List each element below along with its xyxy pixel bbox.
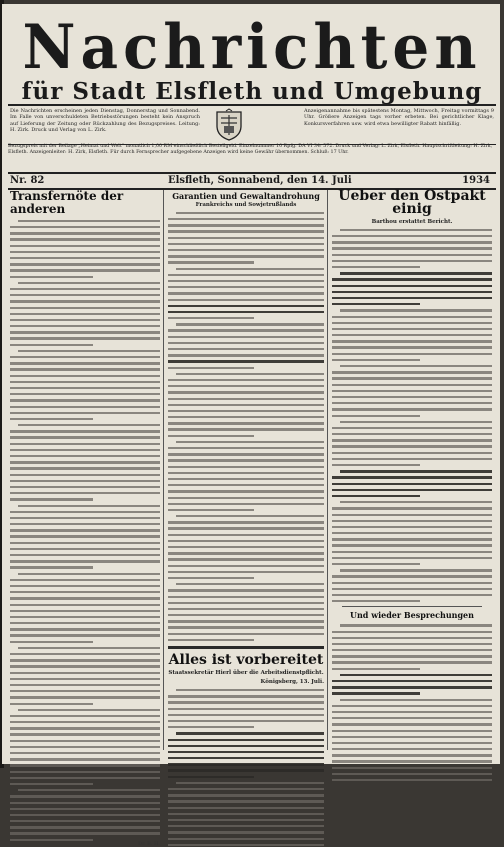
- newspaper-page: [2, 4, 500, 847]
- coat-of-arms-icon: [214, 109, 244, 141]
- article-column-3: [332, 190, 492, 750]
- article-body: [168, 212, 324, 641]
- article-subhead: Frankreichs und Sowjetrußlands: [195, 202, 297, 208]
- section-divider: [168, 646, 324, 649]
- masthead: [8, 11, 496, 105]
- column-rule: [327, 190, 328, 750]
- article-body: [168, 689, 324, 846]
- publication-line: Bezugspreis mit der Beilage „Heimat und Welt“ monatlich 1,00 RM einschließlich Bestellgeld. Einzelnummer 10 Rpfg. DA VI 34: 572. Druck und Verlag: L. Zirk, Elsfleth. Hauptschriftleitung: H. Zirk, Elsfleth. Anzeigenleiter: H. Zirk, Elsfleth. Für durch Fernsprecher aufgegebene Anzeigen wird keine Gewähr übernommen. Schluß: 17 Uhr.: [8, 144, 493, 155]
- article-body: [332, 624, 492, 781]
- article-body: [332, 229, 492, 603]
- article-headline: Alles ist vorbereitet: [168, 652, 324, 669]
- article-headline: Ueber den Ostpakt einig: [338, 188, 486, 217]
- article-headline: Und wieder Besprechungen: [350, 610, 474, 621]
- column-rule: [163, 190, 164, 750]
- article-dateline: Königsberg, 13. Juli.: [260, 679, 324, 686]
- article-subhead: Barthou erstattet Bericht.: [371, 219, 453, 225]
- info-left: Die Nachrichten erscheinen jeden Dienstag, Donnerstag und Sonnabend. Im Falle von unverschuldeten Betriebsstörungen besteht kein Anspruch auf Lieferung der Zeitung oder Rückzahlung des Bezugspreises. Leitung: H. Zirk. Druck und Verlag von L. Zirk.: [10, 108, 200, 133]
- info-bar: [8, 104, 496, 145]
- issue-number: Nr. 82: [10, 175, 45, 186]
- article-body: [10, 220, 160, 841]
- section-divider: [342, 606, 482, 607]
- newspaper-subtitle: für Stadt Elsfleth und Umgebung: [21, 78, 483, 105]
- article-signature: Dr. B. H.: [138, 840, 160, 847]
- info-right: Anzeigenannahme bis spätestens Montag, Mittwoch, Freitag vormittags 9 Uhr. Größere Anzeigen tags vorher erbeten. Bei gerichtlicher Klage, Konkursverfahren usw. wird etwa bewilligter Rabatt hinfällig.: [304, 108, 494, 127]
- article-headline: Garantien und Gewaltandrohung: [172, 191, 320, 201]
- article-subhead: Staatssekretär Hierl über die Arbeitsdienstpflicht.: [168, 670, 324, 677]
- article-column-2: [168, 190, 324, 750]
- issue-year: 1934: [462, 175, 490, 186]
- place-date: Elsfleth, Sonnabend, den 14. Juli: [168, 175, 352, 186]
- article-headline: Transfernöte der anderen: [10, 189, 124, 216]
- article-column-1: [10, 189, 160, 847]
- newspaper-title: Nachrichten: [22, 11, 482, 83]
